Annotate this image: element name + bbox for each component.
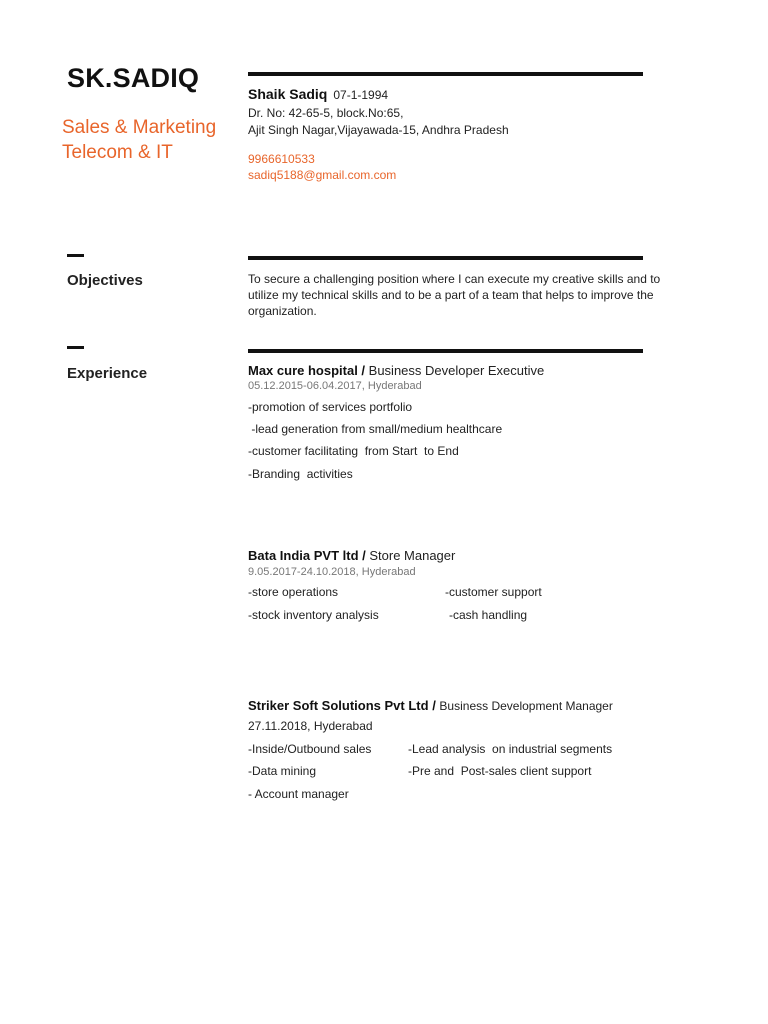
experience-heading: Experience bbox=[67, 365, 148, 382]
phone-number[interactable]: 9966610533 bbox=[248, 152, 315, 166]
job-sep-3: / bbox=[428, 698, 440, 713]
job-2-bullet: -customer support bbox=[445, 585, 542, 599]
address-line-1: Dr. No: 42-65-5, block.No:65, bbox=[248, 106, 404, 120]
full-name bbox=[248, 86, 388, 102]
job-company-3: Striker Soft Solutions Pvt Ltd bbox=[248, 698, 429, 713]
resume-name: SK.SADIQ bbox=[67, 63, 200, 93]
job-3-bullet: - Account manager bbox=[248, 787, 349, 801]
objectives-dash bbox=[67, 254, 84, 257]
job-1-bullet: -Branding activities bbox=[248, 467, 353, 481]
job-2-bullet: -cash handling bbox=[449, 608, 528, 622]
job-meta-2: 9.05.2017-24.10.2018, Hyderabad bbox=[248, 566, 416, 578]
job-3-bullet: -Lead analysis on industrial segments bbox=[408, 742, 613, 756]
email-link[interactable]: sadiq5188@gmail.com.com bbox=[248, 168, 397, 182]
header-rule bbox=[248, 72, 643, 76]
job-title-2 bbox=[248, 548, 455, 563]
full-name-text: Shaik Sadiq bbox=[248, 86, 328, 102]
job-sep-2: / bbox=[358, 548, 370, 563]
tagline-line-1: Sales & Marketing bbox=[62, 117, 217, 138]
objectives-text: To secure a challenging position where I can execute my creative skills and to utilize my technical skills and to be a part of a team that helps to improve the organization. bbox=[248, 272, 661, 318]
job-1-bullet: -lead generation from small/medium healthcare bbox=[248, 422, 503, 436]
objectives-heading: Objectives bbox=[67, 272, 143, 289]
job-3-bullet: -Pre and Post-sales client support bbox=[408, 764, 592, 778]
job-3-bullet: -Inside/Outbound sales bbox=[248, 742, 372, 756]
job-meta-1: 05.12.2015-06.04.2017, Hyderabad bbox=[248, 380, 422, 392]
job-1-bullet: -customer facilitating from Start to End bbox=[248, 444, 459, 458]
address-line-2: Ajit Singh Nagar,Vijayawada-15, Andhra Pradesh bbox=[248, 123, 509, 137]
experience-rule bbox=[248, 349, 643, 353]
job-sep-1: / bbox=[357, 363, 369, 378]
date-of-birth: 07-1-1994 bbox=[333, 88, 389, 102]
job-1-bullet: -promotion of services portfolio bbox=[248, 400, 413, 414]
job-2-bullet: -store operations bbox=[248, 585, 339, 599]
job-meta-3: 27.11.2018, Hyderabad bbox=[248, 719, 373, 733]
job-2-bullet: -stock inventory analysis bbox=[248, 608, 379, 622]
job-title-3 bbox=[248, 698, 613, 713]
job-company-2: Bata India PVT ltd bbox=[248, 548, 359, 563]
experience-dash bbox=[67, 346, 84, 349]
job-role-3: Business Development Manager bbox=[439, 699, 613, 713]
job-title-1 bbox=[248, 363, 544, 378]
tagline-line-2: Telecom & IT bbox=[62, 142, 173, 163]
job-role-2: Store Manager bbox=[369, 548, 456, 563]
objectives-rule bbox=[248, 256, 643, 260]
job-role-1: Business Developer Executive bbox=[368, 363, 545, 378]
job-3-bullet: -Data mining bbox=[248, 764, 317, 778]
job-company-1: Max cure hospital bbox=[248, 363, 358, 378]
